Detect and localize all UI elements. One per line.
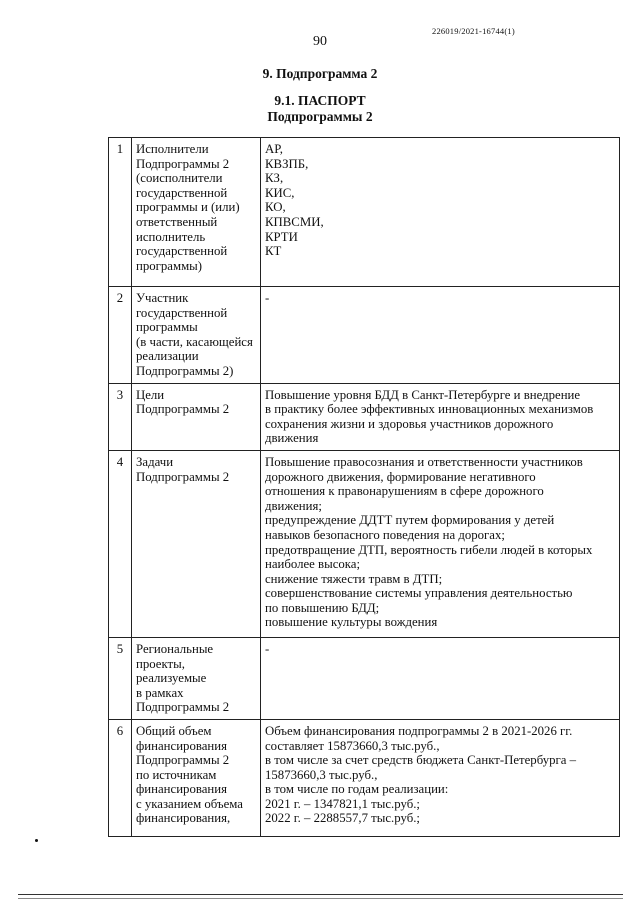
label-line: с указанием объема <box>136 796 243 811</box>
row-number: 3 <box>109 383 132 450</box>
label-line: Подпрограммы 2) <box>136 363 234 378</box>
content-line: отношения к правонарушениям в сфере дорожного <box>265 484 544 499</box>
row-label <box>132 383 261 450</box>
row-number: 1 <box>109 138 132 287</box>
content-line: навыков безопасного поведения на дорогах; <box>265 527 505 542</box>
content-line: по повышению БДД; <box>265 600 380 615</box>
label-line: финансирования <box>136 782 227 797</box>
content-line: 2022 г. – 2288557,7 тыс.руб.; <box>265 811 420 826</box>
row-number: 4 <box>109 450 132 637</box>
row-label <box>132 287 261 384</box>
row-label <box>132 450 261 637</box>
footer-rule <box>18 894 623 895</box>
content-line: КТ <box>265 244 282 259</box>
content-line: в том числе за счет средств бюджета Санкт-Петербурга – <box>265 753 577 768</box>
label-line: программы <box>136 320 198 335</box>
row-label <box>132 637 261 719</box>
label-line: финансирования, <box>136 811 231 826</box>
page-number: 90 <box>313 34 327 49</box>
content-line: 2021 г. – 1347821,1 тыс.руб.; <box>265 796 420 811</box>
row-label <box>132 719 261 836</box>
section-title: 9. Подпрограмма 2 <box>262 66 378 81</box>
content-line: в том числе по годам реализации: <box>265 782 449 797</box>
label-line: реализуемые <box>136 671 207 686</box>
label-line: Участник <box>136 291 189 305</box>
label-line: государственной <box>136 244 228 259</box>
content-line: предупреждение ДДТТ путем формирования у детей <box>265 513 555 528</box>
label-line: Общий объем <box>136 723 212 738</box>
label-line: программы) <box>136 258 203 273</box>
label-line: проекты, <box>136 656 185 671</box>
passport-table <box>108 137 620 837</box>
content-line: движения; <box>265 498 322 513</box>
passport-title: 9.1. ПАСПОРТ <box>274 93 366 108</box>
row-number: 6 <box>109 719 132 836</box>
content-line: составляет 15873660,3 тыс.руб., <box>265 738 440 753</box>
label-line: по источникам <box>136 767 217 782</box>
footer-rule-thin <box>18 898 623 899</box>
label-line: Региональные <box>136 641 214 656</box>
content-line: КО, <box>265 200 286 215</box>
passport-subtitle: Подпрограммы 2 <box>267 109 373 124</box>
label-line: Исполнители <box>136 142 209 156</box>
label-line: (в части, касающейся <box>136 334 253 349</box>
content-line: КРТИ <box>265 229 298 244</box>
content-line: Объем финансирования подпрограммы 2 в 2021-2026 гг. <box>265 723 573 738</box>
content-line: Повышение правосознания и ответственности участников <box>265 454 583 469</box>
content-line: предотвращение ДТП, вероятность гибели людей в которых <box>265 542 593 557</box>
table-row <box>109 719 620 836</box>
content-line: наиболее высока; <box>265 557 361 572</box>
label-line: Задачи <box>136 454 174 469</box>
row-content <box>261 287 620 384</box>
label-line: финансирования <box>136 738 227 753</box>
table-row <box>109 637 620 719</box>
label-line: программы и (или) <box>136 200 240 215</box>
content-line: совершенствование системы управления деятельностью <box>265 586 573 601</box>
content-line: АР, <box>265 142 283 156</box>
content-line: движения <box>265 431 319 446</box>
content-line: - <box>265 291 270 305</box>
content-line: сохранения жизни и здоровья участников дорожного <box>265 416 554 431</box>
document-number: 226019/2021-16744(1) <box>432 26 515 36</box>
content-line: КВЗПБ, <box>265 156 309 171</box>
table-row <box>109 383 620 450</box>
label-line: ответственный <box>136 214 218 229</box>
content-line: - <box>265 641 270 656</box>
row-content <box>261 138 620 287</box>
content-line: 15873660,3 тыс.руб., <box>265 767 378 782</box>
content-line: повышение культуры вождения <box>265 615 438 630</box>
margin-dot <box>35 839 38 842</box>
table-row <box>109 138 620 287</box>
row-content <box>261 383 620 450</box>
row-content <box>261 719 620 836</box>
row-label <box>132 138 261 287</box>
content-line: КПВСМИ, <box>265 214 324 229</box>
table-row <box>109 450 620 637</box>
label-line: (соисполнители <box>136 171 223 186</box>
content-line: КИС, <box>265 185 295 200</box>
label-line: в рамках <box>136 685 184 700</box>
label-line: реализации <box>136 349 199 364</box>
row-number: 2 <box>109 287 132 384</box>
row-content <box>261 637 620 719</box>
label-line: исполнитель <box>136 229 206 244</box>
label-line: государственной <box>136 305 228 320</box>
row-number: 5 <box>109 637 132 719</box>
label-line: Подпрограммы 2 <box>136 700 230 715</box>
label-line: Подпрограммы 2 <box>136 753 230 768</box>
row-content <box>261 450 620 637</box>
content-line: дорожного движения, формирование негативного <box>265 469 536 484</box>
content-line: снижение тяжести травм в ДТП; <box>265 571 443 586</box>
label-line: Подпрограммы 2 <box>136 469 230 484</box>
label-line: Подпрограммы 2 <box>136 156 230 171</box>
table-row <box>109 287 620 384</box>
content-line: Повышение уровня БДД в Санкт-Петербурге и внедрение <box>265 387 581 402</box>
content-line: в практику более эффективных инновационных механизмов <box>265 402 594 417</box>
label-line: государственной <box>136 185 228 200</box>
content-line: КЗ, <box>265 171 284 186</box>
label-line: Подпрограммы 2 <box>136 402 230 417</box>
label-line: Цели <box>136 387 165 402</box>
